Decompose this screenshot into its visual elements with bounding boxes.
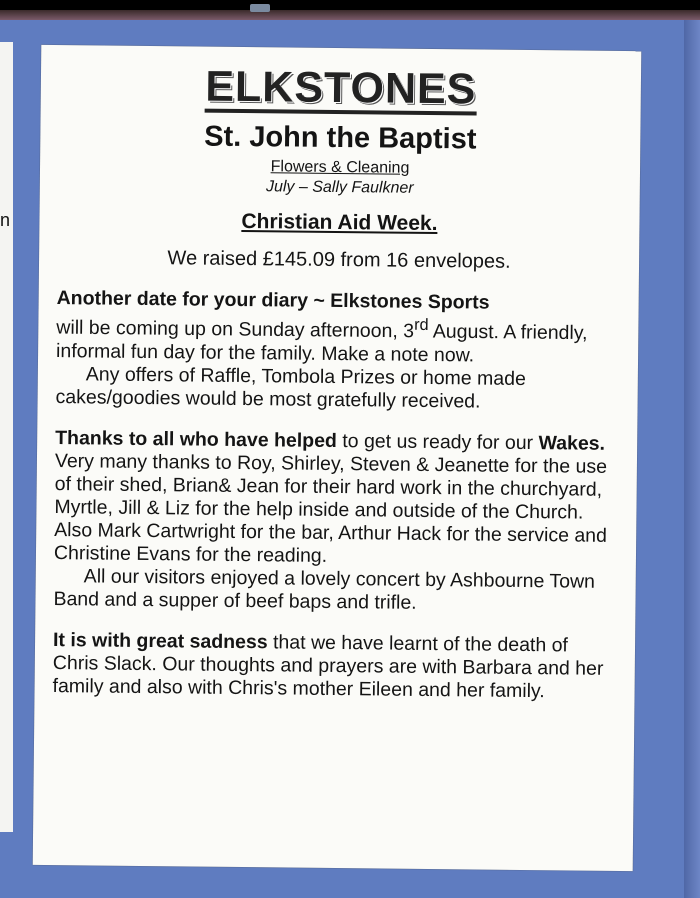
christian-aid-total: We raised £145.09 from 16 envelopes. xyxy=(167,247,511,273)
village-title: ELKSTONES xyxy=(205,62,477,114)
sports-text-a: will be coming up on Sunday afternoon, 3 xyxy=(56,316,415,343)
church-name: St. John the Baptist xyxy=(204,120,477,156)
wakes-text-2: Very many thanks to Roy, Shirley, Steven & Jeanette for the use of their shed, Brian& Jean for their hard work in the churchyard, Myrtle, Jill & Liz for the help inside and outside of the Church. Also Mark Cartwright for the bar, Arthur Hack for the service and Christine Evans for the reading. xyxy=(53,449,608,567)
wakes-lead: Thanks to all who have helped xyxy=(55,426,338,452)
sports-paragraph xyxy=(56,287,619,368)
clip-mark xyxy=(250,4,270,12)
sports-date-suffix: rd xyxy=(414,315,429,334)
sadness-paragraph xyxy=(52,629,615,704)
offers-paragraph: Any offers of Raffle, Tombola Prizes or home made cakes/goodies would be most gratefully received. xyxy=(55,362,527,412)
newsletter-page xyxy=(33,45,642,871)
masthead xyxy=(39,45,641,275)
flowers-cleaning-label: Flowers & Cleaning xyxy=(270,158,410,177)
right-board-edge xyxy=(684,20,700,898)
rota-line: July – Sally Faulkner xyxy=(265,178,414,197)
wakes-text-1: to get us ready for our xyxy=(336,429,539,454)
wakes-paragraph xyxy=(54,427,617,571)
sports-lead: Another date for your diary ~ Elkstones Sports xyxy=(56,287,490,314)
article-body xyxy=(34,287,638,704)
wakes-word: Wakes. xyxy=(538,431,606,455)
top-edge-strip xyxy=(0,10,700,20)
concert-paragraph: All our visitors enjoyed a lovely concert by Ashbourne Town Band and a supper of beef baps and trifle. xyxy=(53,564,596,614)
sadness-lead: It is with great sadness xyxy=(52,628,268,653)
adjacent-page-edge xyxy=(0,42,13,832)
adjacent-page-fragment: n xyxy=(0,210,11,230)
christian-aid-heading: Christian Aid Week. xyxy=(241,209,438,236)
sports-text-b: August. A friendly, informal fun day for the family. Make a note now. xyxy=(55,320,588,366)
sadness-text: that we have learnt of the death of Chris Slack. Our thoughts and prayers are with Barbara and her family and also with Chris's mother Eileen and her family. xyxy=(52,630,604,702)
